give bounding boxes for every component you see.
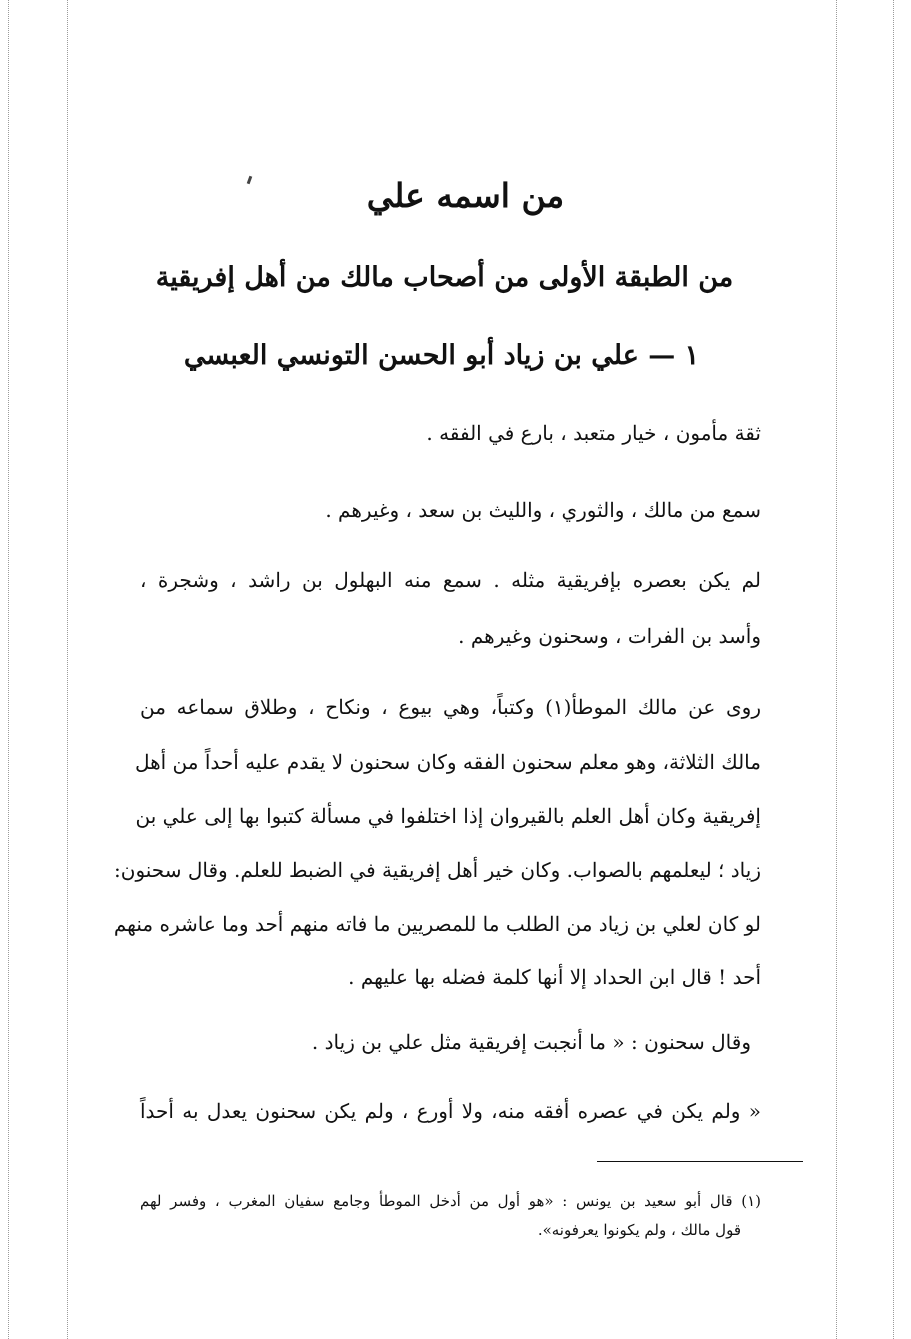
footnote-line: (١) قال أبو سعيد بن يونس : «هو أول من أدخل الموطأ وجامع سفيان المغرب ، وفسر لهم — [140, 1192, 761, 1210]
text-line: وأسد بن الفرات ، وسحنون وغيرهم . — [458, 624, 761, 648]
footnote-divider — [597, 1161, 803, 1162]
text-line: لم يكن بعصره بإفريقية مثله . سمع منه البهلول بن راشد ، وشجرة ، — [140, 568, 761, 592]
entry-heading: ١ — علي بن زياد أبو الحسن التونسي العبسي — [183, 340, 700, 371]
text-line: ثقة مأمون ، خيار متعبد ، بارع في الفقه . — [426, 421, 761, 445]
text-line: روى عن مالك الموطأ(١) وكتباً، وهي بيوع ، ونكاح ، وطلاق سماعه من — [140, 695, 761, 719]
text-line: إفريقية وكان أهل العلم بالقيروان إذا اختلفوا في مسألة كتبوا بها إلى علي بن — [135, 804, 761, 828]
footnote-line: قول مالك ، ولم يكونوا يعرفونه». — [537, 1221, 741, 1239]
text-line: زياد ؛ ليعلمهم بالصواب. وكان خير أهل إفريقية في الضبط للعلم. وقال سحنون: — [114, 858, 761, 882]
chapter-title: من اسمه علي — [366, 176, 565, 215]
text-line: مالك الثلاثة، وهو معلم سحنون الفقه وكان سحنون لا يقدم عليه أحداً من أهل — [134, 750, 761, 774]
text-line: سمع من مالك ، والثوري ، والليث بن سعد ، وغيرهم . — [325, 498, 761, 522]
text-line: أحد ! قال ابن الحداد إلا أنها كلمة فضله بها عليهم . — [348, 965, 761, 989]
section-subtitle: من الطبقة الأولى من أصحاب مالك من أهل إفريقية — [155, 262, 734, 293]
text-line: وقال سحنون : « ما أنجبت إفريقية مثل علي بن زياد . — [311, 1030, 751, 1054]
text-line: « ولم يكن في عصره أفقه منه، ولا أورع ، ولم يكن سحنون يعدل به أحداً — [140, 1099, 761, 1123]
dotted-guide-line — [8, 0, 9, 1339]
text-line: لو كان لعلي بن زياد من الطلب ما للمصريين ما فاته منهم أحد وما عاشره منهم — [113, 912, 761, 936]
